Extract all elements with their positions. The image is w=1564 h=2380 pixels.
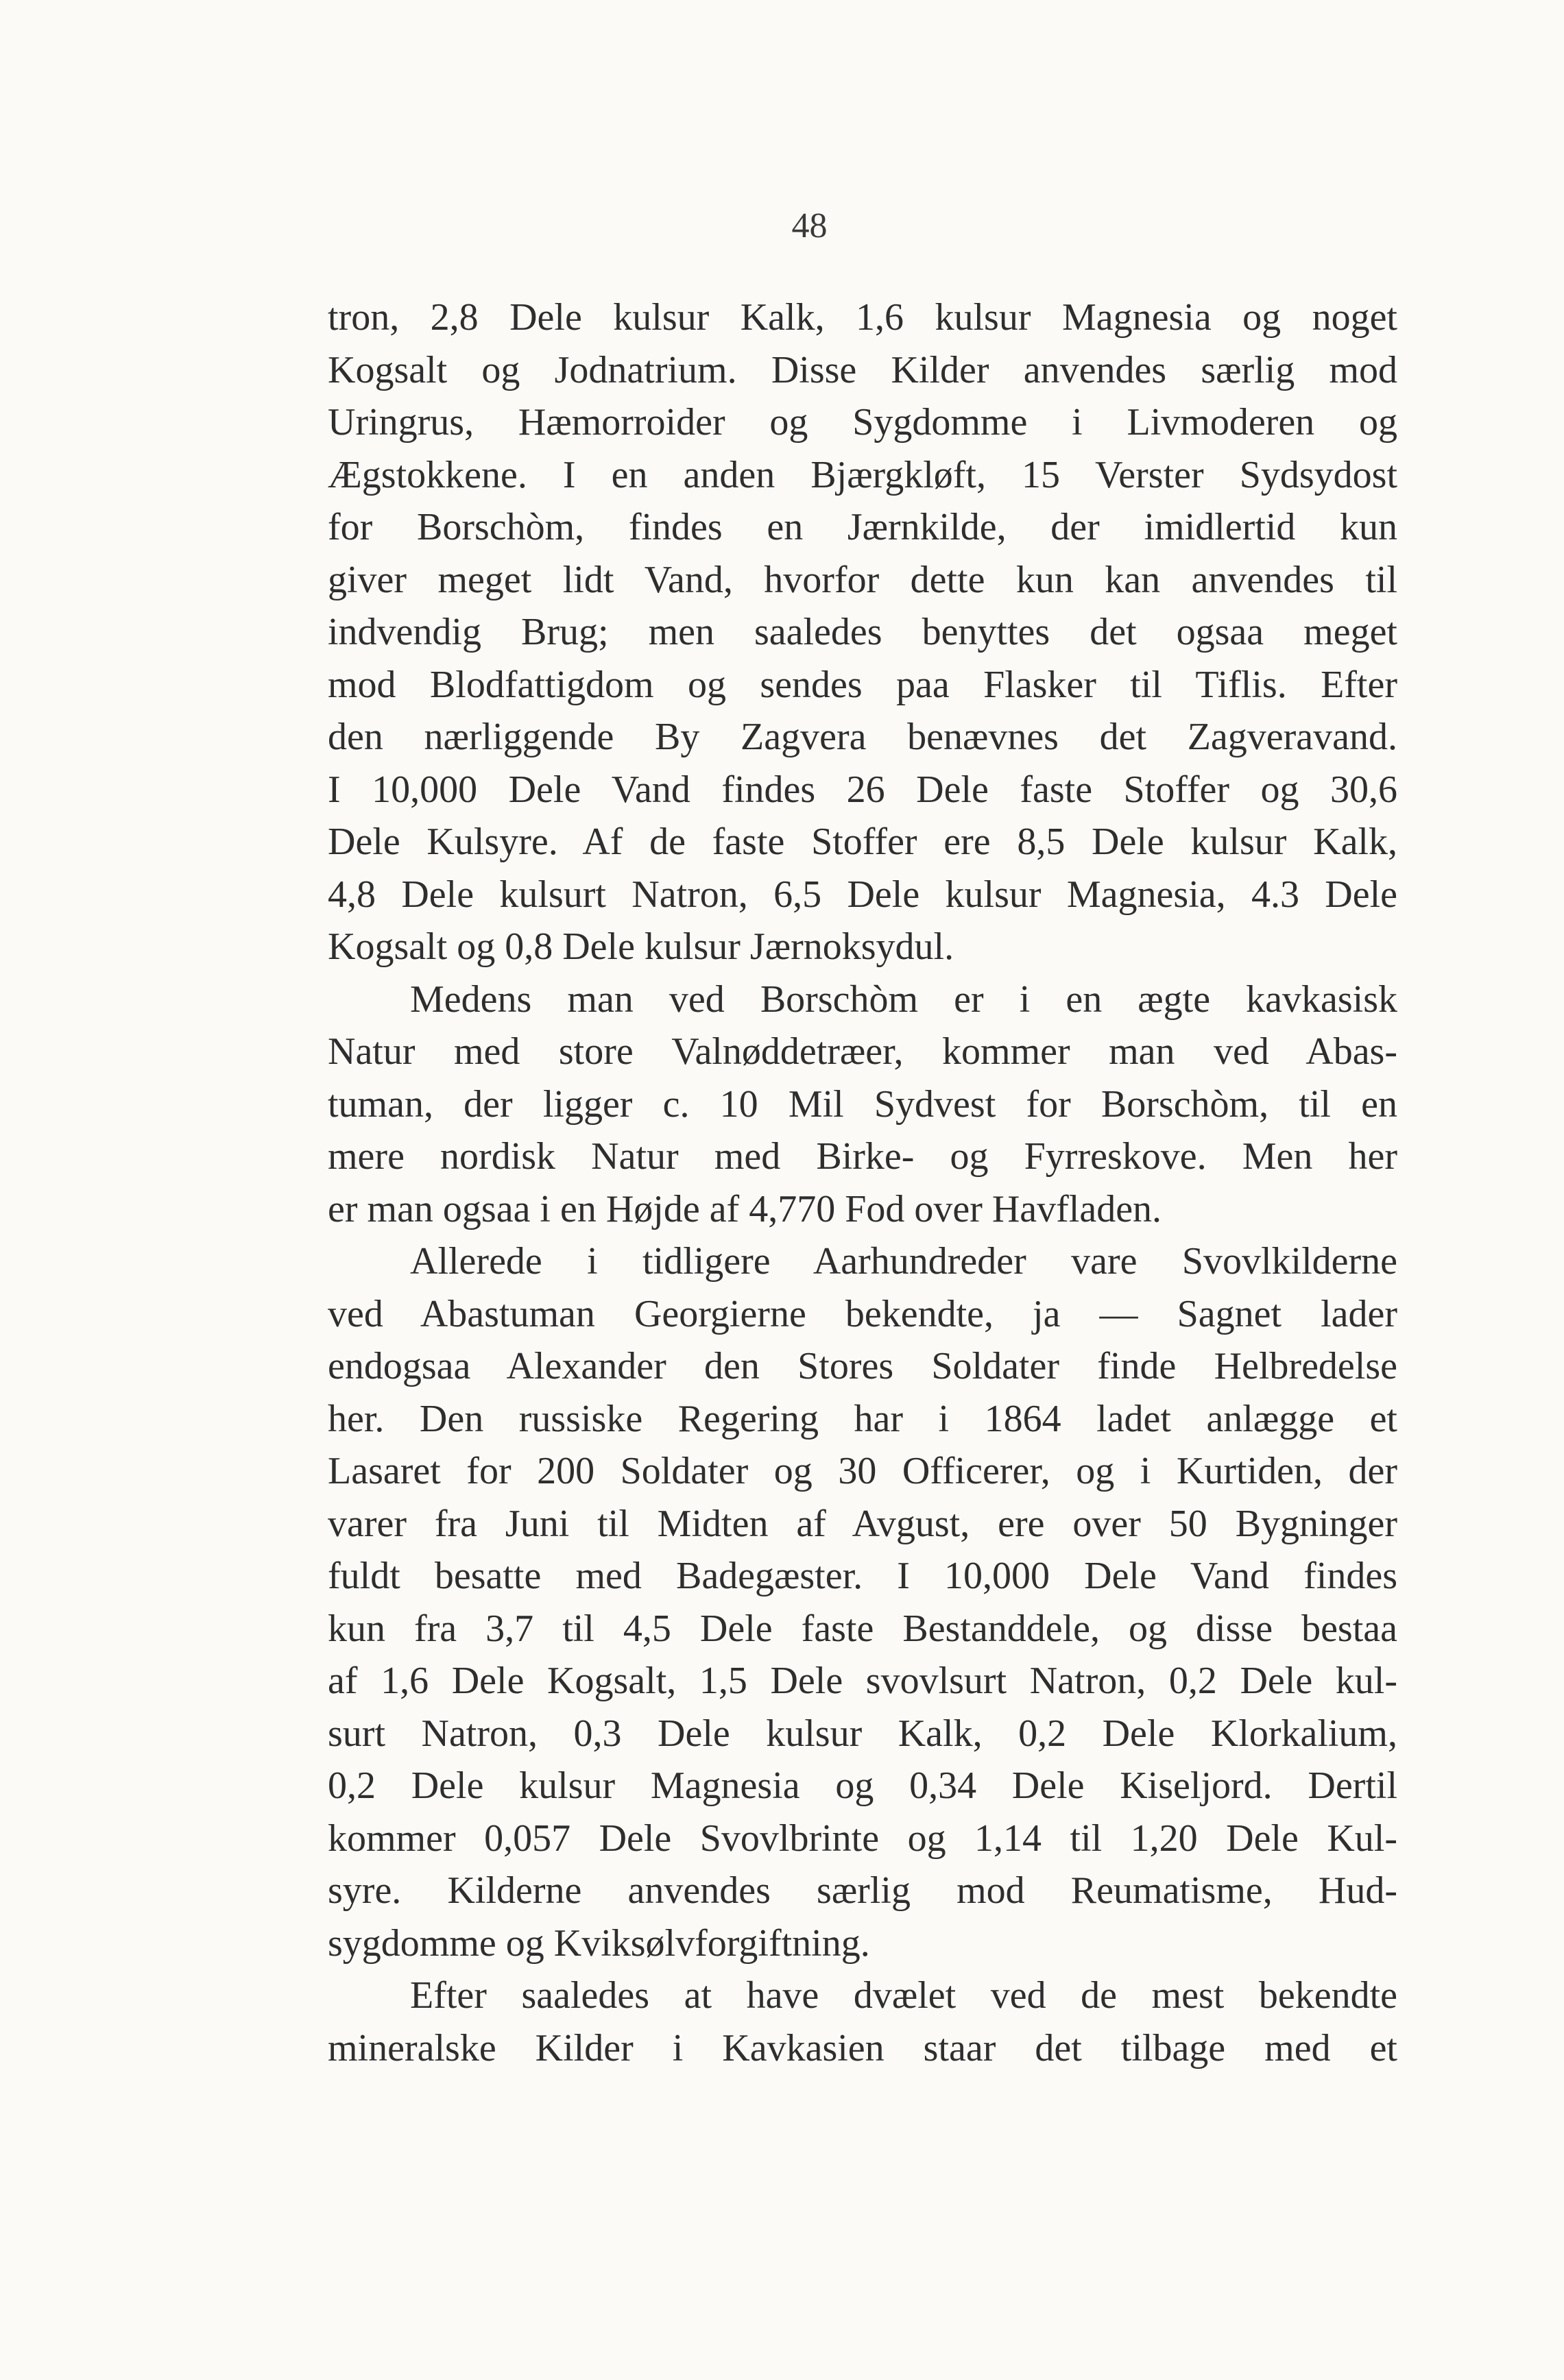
- text-line: kommer 0,057 Dele Svovlbrinte og 1,14 til 1,20 Dele Kul-: [328, 1817, 1397, 1860]
- text-line: fuldt besatte med Badegæster. I 10,000 Dele Vand findes: [328, 1555, 1397, 1597]
- text-line: er man ogsaa i en Højde af 4,770 Fod over Havfladen.: [328, 1187, 1162, 1230]
- text-line: mere nordisk Natur med Birke- og Fyrreskove. Men her: [328, 1135, 1397, 1178]
- text-line: endogsaa Alexander den Stores Soldater finde Helbredelse: [328, 1345, 1397, 1387]
- text-line: surt Natron, 0,3 Dele kulsur Kalk, 0,2 Dele Klorkalium,: [328, 1712, 1397, 1755]
- text-line: Allerede i tidligere Aarhundreder vare Svovlkilderne: [410, 1240, 1397, 1283]
- page-number: 48: [791, 206, 828, 245]
- text-line: tron, 2,8 Dele kulsur Kalk, 1,6 kulsur Magnesia og noget: [328, 296, 1397, 339]
- text-line: for Borschòm, findes en Jærnkilde, der imidlertid kun: [328, 506, 1397, 548]
- text-line: sygdomme og Kviksølvforgiftning.: [328, 1921, 870, 1965]
- text-line: Efter saaledes at have dvælet ved de mest bekendte: [410, 1974, 1397, 2017]
- text-line: Ægstokkene. I en anden Bjærgkløft, 15 Verster Sydsydost: [328, 453, 1397, 496]
- text-line: Kogsalt og Jodnatrium. Disse Kilder anvendes særlig mod: [328, 348, 1397, 391]
- body-text: [328, 291, 1397, 2074]
- text-line: Uringrus, Hæmorroider og Sygdomme i Livmoderen og: [328, 401, 1397, 444]
- text-line: kun fra 3,7 til 4,5 Dele faste Bestanddele, og disse bestaa: [328, 1607, 1397, 1650]
- text-line: mineralske Kilder i Kavkasien staar det tilbage med et: [328, 2026, 1397, 2069]
- text-line: 4,8 Dele kulsurt Natron, 6,5 Dele kulsur Magnesia, 4.3 Dele: [328, 873, 1397, 916]
- text-line: giver meget lidt Vand, hvorfor dette kun kan anvendes til: [328, 558, 1397, 601]
- text-line: Natur med store Valnøddetræer, kommer man ved Abas-: [328, 1030, 1397, 1073]
- text-line: syre. Kilderne anvendes særlig mod Reumatisme, Hud-: [328, 1869, 1397, 1912]
- text-line: den nærliggende By Zagvera benævnes det Zagveravand.: [328, 716, 1397, 758]
- text-line: Medens man ved Borschòm er i en ægte kavkasisk: [410, 977, 1397, 1021]
- text-line: 0,2 Dele kulsur Magnesia og 0,34 Dele Kiseljord. Dertil: [328, 1764, 1397, 1807]
- text-line: tuman, der ligger c. 10 Mil Sydvest for Borschòm, til en: [328, 1082, 1397, 1126]
- text-line: Dele Kulsyre. Af de faste Stoffer ere 8,5 Dele kulsur Kalk,: [328, 821, 1397, 863]
- text-line: ved Abastuman Georgierne bekendte, ja — Sagnet lader: [328, 1292, 1397, 1335]
- text-line: her. Den russiske Regering har i 1864 ladet anlægge et: [328, 1397, 1397, 1440]
- text-line: af 1,6 Dele Kogsalt, 1,5 Dele svovlsurt Natron, 0,2 Dele kul-: [328, 1660, 1397, 1702]
- text-line: Kogsalt og 0,8 Dele kulsur Jærnoksydul.: [328, 925, 954, 968]
- text-line: I 10,000 Dele Vand findes 26 Dele faste Stoffer og 30,6: [328, 768, 1397, 811]
- text-line: Lasaret for 200 Soldater og 30 Officerer, og i Kurtiden, der: [328, 1450, 1397, 1492]
- text-line: mod Blodfattigdom og sendes paa Flasker til Tiflis. Efter: [328, 663, 1397, 706]
- text-line: varer fra Juni til Midten af Avgust, ere over 50 Bygninger: [328, 1502, 1397, 1545]
- text-line: indvendig Brug; men saaledes benyttes det ogsaa meget: [328, 611, 1397, 653]
